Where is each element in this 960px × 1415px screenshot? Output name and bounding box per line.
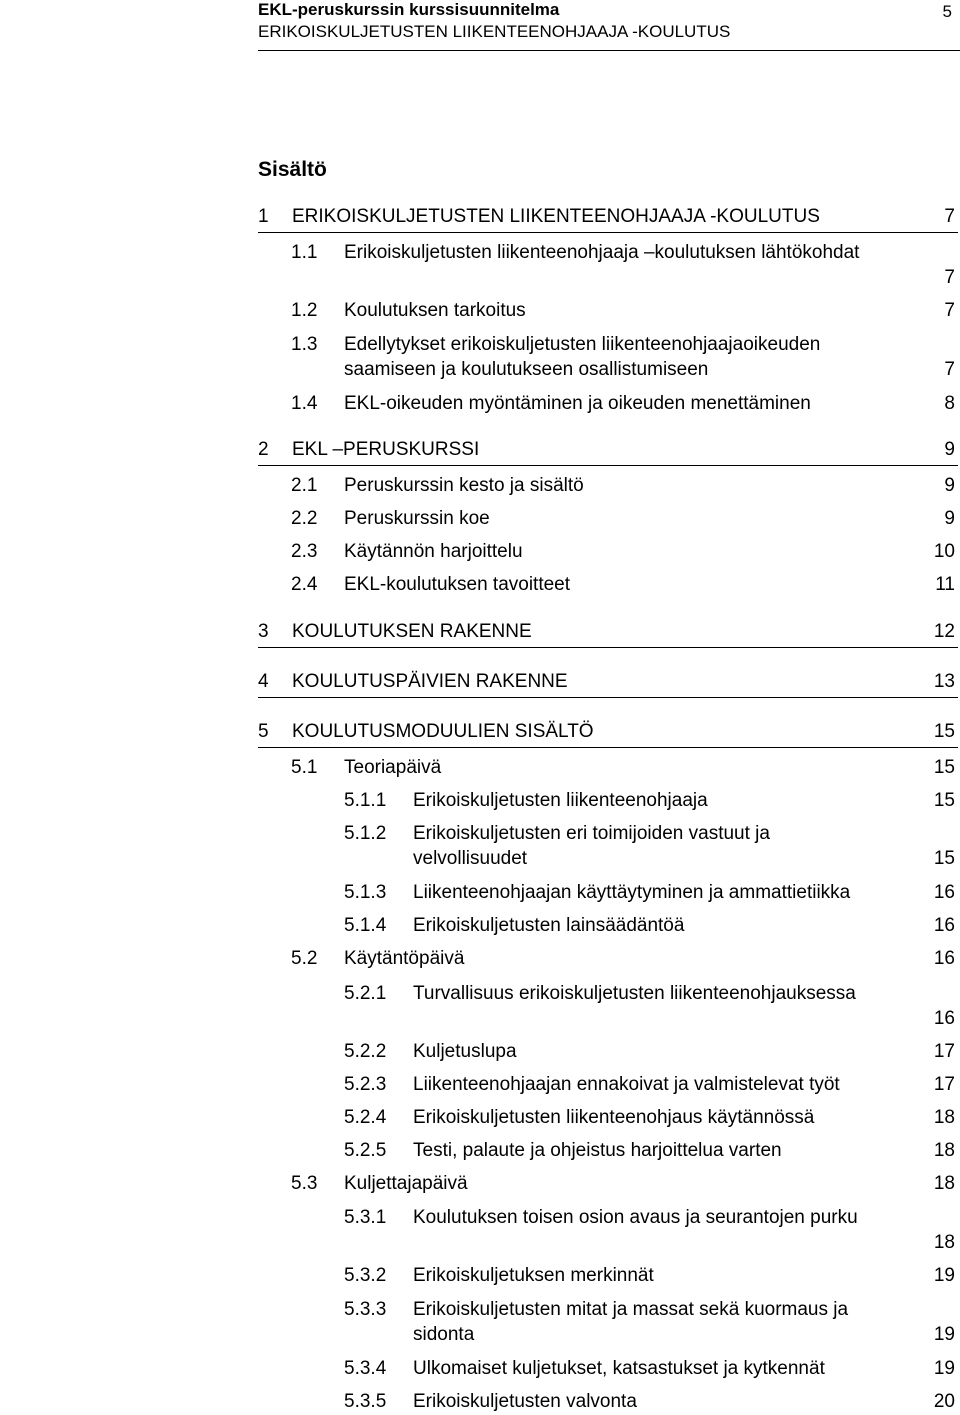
toc-entry-number: 5.3.3 [344, 1299, 387, 1320]
toc-entry-page: 9 [944, 508, 955, 529]
toc-entry-title: EKL-koulutuksen tavoitteet [344, 574, 571, 595]
toc-entry-title: Erikoiskuljetusten liikenteenohjaus käytännössä [413, 1107, 815, 1128]
toc-entry-page: 16 [933, 882, 955, 903]
toc-entry-title-continued: saamiseen ja koulutukseen osallistumiseen [344, 359, 709, 380]
toc-entry[interactable] [258, 438, 955, 462]
toc-heading: Sisältö [258, 158, 327, 181]
toc-entry-number: 1.3 [291, 334, 318, 355]
toc-entry[interactable] [344, 789, 955, 813]
toc-entry-title: KOULUTUSPÄIVIEN RAKENNE [292, 671, 568, 692]
toc-entry-title-continued: sidonta [413, 1324, 475, 1345]
toc-entry-page: 9 [944, 475, 955, 496]
toc-entry-title: Liikenteenohjaajan käyttäytyminen ja ammattietiikka [413, 882, 851, 903]
toc-entry-title: Peruskurssin kesto ja sisältö [344, 475, 584, 496]
toc-entry-number: 5.1.1 [344, 790, 387, 811]
toc-entry-title: Erikoiskuljetusten liikenteenohjaaja –koulutuksen lähtökohdat [344, 242, 860, 263]
toc-entry[interactable] [344, 1106, 955, 1130]
toc-entry-page: 7 [944, 300, 955, 321]
chapter-divider [258, 232, 958, 233]
toc-entry-page: 18 [933, 1107, 955, 1128]
toc-entry-title: KOULUTUKSEN RAKENNE [292, 621, 532, 642]
toc-entry-page: 15 [933, 757, 955, 778]
toc-entry-page: 15 [933, 848, 955, 869]
toc-entry[interactable] [291, 392, 955, 416]
toc-entry-page: 19 [933, 1265, 955, 1286]
toc-entry[interactable] [344, 1073, 955, 1097]
toc-entry-title: Erikoiskuljetusten valvonta [413, 1391, 637, 1412]
toc-entry-title: Erikoiskuljetusten liikenteenohjaaja [413, 790, 708, 811]
toc-entry-title: Liikenteenohjaajan ennakoivat ja valmistelevat työt [413, 1074, 840, 1095]
toc-entry-page: 18 [933, 1232, 955, 1253]
toc-entry-number: 5.2.2 [344, 1041, 387, 1062]
toc-entry-page: 9 [944, 439, 955, 460]
toc-entry-page: 7 [944, 206, 955, 227]
toc-entry-number: 2.3 [291, 541, 318, 562]
toc-entry-title: EKL-oikeuden myöntäminen ja oikeuden menettäminen [344, 393, 811, 414]
toc-entry-number: 1.4 [291, 393, 318, 414]
toc-entry-title: KOULUTUSMODUULIEN SISÄLTÖ [292, 721, 594, 742]
toc-entry-page: 19 [933, 1358, 955, 1379]
page-number: 5 [942, 2, 952, 21]
chapter-divider [258, 747, 958, 748]
toc-entry-number: 5 [258, 721, 269, 742]
chapter-divider [258, 465, 958, 466]
toc-entry[interactable] [258, 720, 955, 744]
toc-entry-title: Edellytykset erikoiskuljetusten liikenteenohjaajaoikeuden [344, 334, 821, 355]
toc-entry[interactable] [291, 540, 955, 564]
toc-entry-number: 1 [258, 206, 269, 227]
toc-entry-number: 5.2.1 [344, 983, 387, 1004]
toc-entry[interactable] [344, 822, 955, 872]
document-title: EKL-peruskurssin kurssisuunnitelma [258, 0, 560, 19]
toc-entry-page: 7 [944, 359, 955, 380]
toc-entry-title: Peruskurssin koe [344, 508, 490, 529]
toc-entry-title: Käytännön harjoittelu [344, 541, 523, 562]
toc-entry-number: 3 [258, 621, 269, 642]
toc-entry-title-continued: velvollisuudet [413, 848, 528, 869]
toc-entry[interactable] [344, 1357, 955, 1381]
toc-entry-title: Turvallisuus erikoiskuljetusten liikenteenohjauksessa [413, 983, 856, 1004]
toc-entry-page: 19 [933, 1324, 955, 1345]
toc-entry-number: 5.3.2 [344, 1265, 387, 1286]
toc-entry-number: 5.1 [291, 757, 318, 778]
toc-entry[interactable] [291, 507, 955, 531]
toc-entry-title: Kuljettajapäivä [344, 1173, 468, 1194]
toc-entry-page: 18 [933, 1140, 955, 1161]
toc-entry-number: 1.1 [291, 242, 318, 263]
toc-entry[interactable] [291, 241, 955, 291]
toc-entry[interactable] [344, 881, 955, 905]
toc-entry[interactable] [291, 474, 955, 498]
toc-entry-page: 11 [935, 574, 955, 595]
toc-entry[interactable] [344, 914, 955, 938]
toc-entry-number: 2.4 [291, 574, 318, 595]
toc-entry-number: 5.1.4 [344, 915, 387, 936]
document-subtitle: ERIKOISKULJETUSTEN LIIKENTEENOHJAAJA -KOULUTUS [258, 22, 731, 41]
toc-entry-page: 13 [933, 671, 955, 692]
toc-entry-number: 5.3.5 [344, 1391, 387, 1412]
toc-entry-number: 5.3 [291, 1173, 318, 1194]
toc-entry-page: 8 [944, 393, 955, 414]
toc-entry[interactable] [344, 1264, 955, 1288]
toc-entry[interactable] [344, 982, 955, 1032]
toc-entry-number: 5.3.4 [344, 1358, 387, 1379]
toc-entry-number: 4 [258, 671, 269, 692]
toc-entry[interactable] [344, 1390, 955, 1414]
toc-entry-number: 2 [258, 439, 269, 460]
toc-entry-page: 12 [933, 621, 955, 642]
toc-entry[interactable] [291, 299, 955, 323]
toc-entry-number: 5.3.1 [344, 1207, 387, 1228]
toc-entry-title: Erikoiskuljetusten mitat ja massat sekä kuormaus ja [413, 1299, 849, 1320]
toc-entry-number: 2.2 [291, 508, 318, 529]
toc-entry[interactable] [258, 670, 955, 694]
toc-entry-page: 15 [933, 790, 955, 811]
toc-entry-title: Teoriapäivä [344, 757, 442, 778]
toc-entry-page: 16 [933, 1008, 955, 1029]
toc-entry-page: 7 [944, 267, 955, 288]
toc-entry[interactable] [258, 620, 955, 644]
toc-entry-title: Erikoiskuljetuksen merkinnät [413, 1265, 654, 1286]
toc-entry[interactable] [291, 1172, 955, 1196]
toc-entry[interactable] [291, 573, 955, 597]
toc-entry-title: Koulutuksen tarkoitus [344, 300, 526, 321]
toc-entry[interactable] [258, 205, 955, 229]
toc-entry-title: Kuljetuslupa [413, 1041, 517, 1062]
toc-entry-title: EKL –PERUSKURSSI [292, 439, 480, 460]
toc-entry[interactable] [344, 1040, 955, 1064]
toc-entry-page: 20 [933, 1391, 955, 1412]
toc-entry-title: Testi, palaute ja ohjeistus harjoittelua varten [413, 1140, 782, 1161]
toc-entry-page: 16 [933, 915, 955, 936]
toc-entry-page: 17 [933, 1041, 955, 1062]
toc-entry-title: Käytäntöpäivä [344, 948, 465, 969]
toc-entry-title: Ulkomaiset kuljetukset, katsastukset ja kytkennät [413, 1358, 825, 1379]
toc-entry[interactable] [291, 947, 955, 971]
toc-entry-page: 18 [933, 1173, 955, 1194]
toc-entry-title: ERIKOISKULJETUSTEN LIIKENTEENOHJAAJA -KOULUTUS [292, 206, 820, 227]
toc-entry-number: 5.1.2 [344, 823, 387, 844]
toc-entry-number: 5.2.5 [344, 1140, 387, 1161]
toc-entry[interactable] [344, 1206, 955, 1256]
toc-entry-number: 5.2.3 [344, 1074, 387, 1095]
toc-entry-title: Erikoiskuljetusten eri toimijoiden vastuut ja [413, 823, 770, 844]
toc-entry-title: Koulutuksen toisen osion avaus ja seurantojen purku [413, 1207, 858, 1228]
toc-entry-page: 16 [933, 948, 955, 969]
toc-entry-page: 15 [933, 721, 955, 742]
toc-entry[interactable] [291, 756, 955, 780]
toc-entry-page: 17 [933, 1074, 955, 1095]
chapter-divider [258, 647, 958, 648]
toc-entry-number: 5.2.4 [344, 1107, 387, 1128]
toc-entry[interactable] [344, 1298, 955, 1348]
toc-entry[interactable] [344, 1139, 955, 1163]
toc-entry-page: 10 [933, 541, 955, 562]
toc-entry-number: 5.1.3 [344, 882, 387, 903]
chapter-divider [258, 697, 958, 698]
toc-entry-number: 1.2 [291, 300, 318, 321]
toc-entry-title: Erikoiskuljetusten lainsäädäntöä [413, 915, 685, 936]
toc-entry-number: 5.2 [291, 948, 318, 969]
toc-entry[interactable] [291, 333, 955, 383]
toc-entry-number: 2.1 [291, 475, 318, 496]
